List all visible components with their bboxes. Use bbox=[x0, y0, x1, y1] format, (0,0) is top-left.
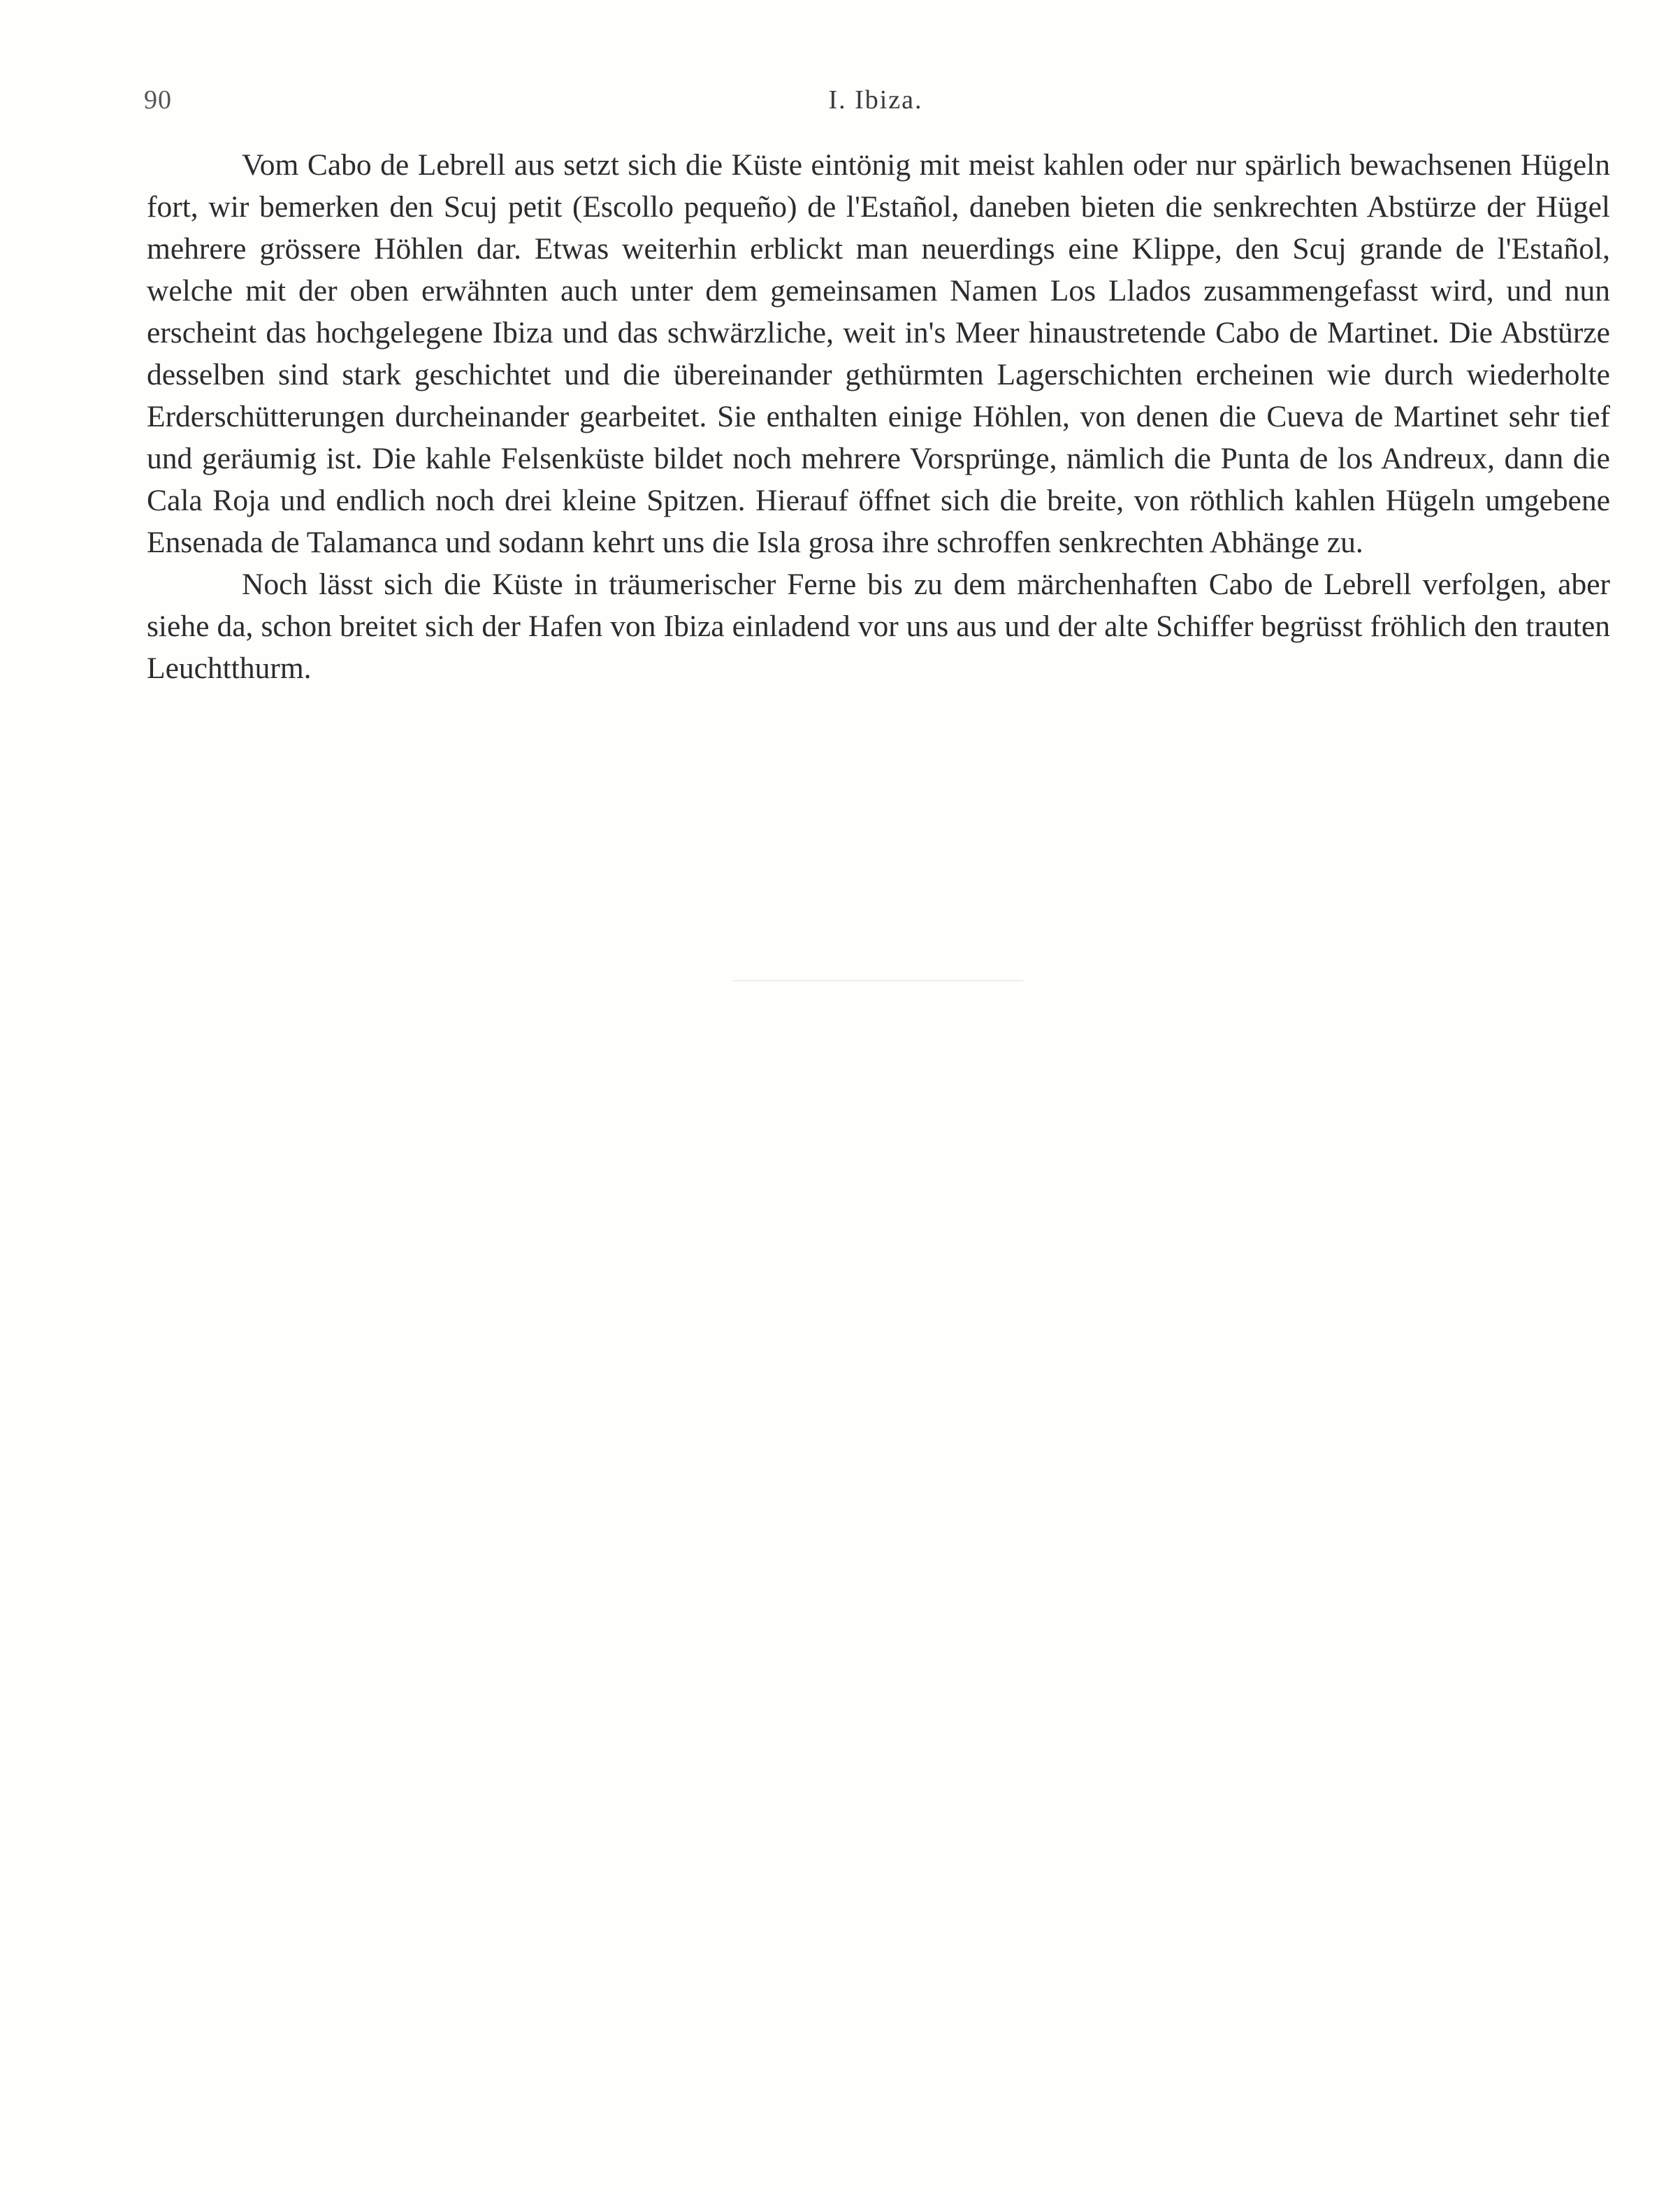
running-title: I. Ibiza. bbox=[828, 85, 923, 115]
page-header bbox=[144, 82, 1607, 117]
paragraph-coast-description: Vom Cabo de Lebrell aus setzt sich die Küste eintönig mit meist kahlen oder nur spärlich bewachsenen Hügeln fort, wir bemerken den Scuj petit (Escollo pequeño) de l'Estañol, daneben bieten die senkrechten Abstürze der Hügel mehrere grössere Höhlen dar. Etwas weiterhin erblickt man neuerdings eine Klippe, den Scuj grande de l'Estañol, welche mit der oben erwähnten auch unter dem gemeinsamen Namen Los Llados zusammengefasst wird, und nun erscheint das hochgelegene Ibiza und das schwärzliche, weit in's Meer hinaustretende Cabo de Martinet. Die Abstürze desselben sind stark geschichtet und die übereinander gethürmten Lagerschichten ercheinen wie durch wiederholte Erderschütterungen durcheinander gearbeitet. Sie enthalten einige Höhlen, von denen die Cueva de Martinet sehr tief und geräumig ist. Die kahle Felsenküste bildet noch mehrere Vorsprünge, nämlich die Punta de los Andreux, dann die Cala Roja und endlich noch drei kleine Spitzen. Hierauf öffnet sich die breite, von röthlich kahlen Hügeln umgebene Ensenada de Talamanca und sodann kehrt uns die Isla grosa ihre schroffen senkrechten Abhänge zu. bbox=[147, 148, 1610, 559]
page-number: 90 bbox=[144, 85, 172, 115]
body-text bbox=[147, 144, 1610, 689]
paragraph-harbour-arrival: Noch lässt sich die Küste in träumerischer Ferne bis zu dem märchenhaften Cabo de Lebrell verfolgen, aber siehe da, schon breitet sich der Hafen von Ibiza einladend vor uns aus und der alte Schiffer begrüsst fröhlich den trauten Leuchtthurm. bbox=[147, 568, 1610, 685]
section-divider bbox=[732, 980, 1023, 981]
